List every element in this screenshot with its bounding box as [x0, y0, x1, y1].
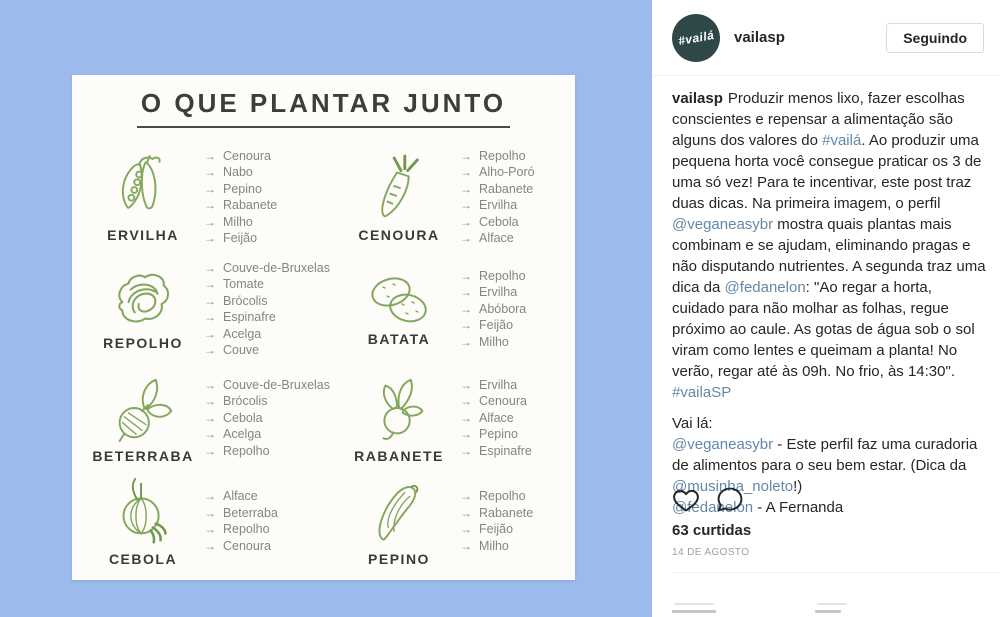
companion-item	[204, 393, 330, 410]
companion-item	[460, 230, 535, 247]
companion-item	[460, 538, 533, 555]
arrow-icon: →	[460, 410, 472, 425]
arrow-icon: →	[460, 443, 472, 458]
companion-item	[204, 214, 277, 231]
arrow-icon: →	[204, 293, 216, 308]
clipped-comment-artifact	[672, 610, 716, 613]
arrow-icon: →	[460, 165, 472, 179]
arrow-icon: →	[204, 538, 216, 553]
avatar[interactable]: #vailá	[672, 14, 720, 62]
plant-name: BETERRABA	[92, 448, 194, 464]
companion-item	[460, 410, 532, 427]
plant-section-cebola	[94, 474, 350, 568]
comment-bubble-icon[interactable]	[716, 486, 744, 514]
companion-item	[204, 443, 330, 460]
caption-text: mostra quais plantas mais combinam e se ajudam, eliminando pragas e não disputando nutrientes. A segunda traz uma dica da	[672, 216, 986, 296]
arrow-icon: →	[460, 181, 472, 196]
plant-grid	[72, 138, 575, 568]
companion-list	[460, 148, 535, 247]
post-detail-panel	[652, 0, 1000, 617]
companion-item	[204, 164, 277, 181]
companion-label: Rabanete	[479, 505, 534, 520]
plant-section-rabanete	[350, 362, 575, 474]
companion-item	[460, 268, 526, 285]
plant-illustration-block	[94, 267, 192, 351]
companion-item	[204, 148, 277, 165]
companion-label: Brócolis	[223, 293, 268, 308]
carrot-icon	[368, 151, 430, 225]
plant-illustration-block	[350, 271, 448, 347]
companion-label: Ervilha	[479, 377, 518, 392]
divider	[672, 572, 1000, 573]
companion-item	[460, 181, 535, 198]
arrow-icon: →	[460, 148, 472, 163]
companion-list	[204, 488, 278, 554]
companion-list	[460, 377, 532, 460]
arrow-icon: →	[460, 231, 472, 245]
companion-item	[460, 505, 533, 522]
arrow-icon: →	[204, 231, 216, 245]
caption-link[interactable]: #vailá	[822, 132, 862, 149]
companion-item	[460, 301, 526, 318]
companion-item	[204, 293, 330, 310]
companion-item	[460, 488, 533, 505]
arrow-icon: →	[460, 522, 472, 536]
companion-label: Ervilha	[479, 198, 518, 212]
arrow-icon: →	[204, 214, 216, 229]
companion-label: Feijão	[223, 231, 258, 245]
companion-item	[460, 317, 526, 334]
companion-item	[204, 230, 277, 247]
caption-link[interactable]: @musinha_noleto	[672, 478, 794, 495]
caption-link[interactable]: @veganeasybr	[672, 436, 774, 453]
caption-text: !)	[793, 478, 803, 495]
companion-item	[460, 443, 532, 460]
post-date: 14 DE AGOSTO	[672, 547, 750, 558]
following-button[interactable]: Seguindo	[886, 23, 984, 53]
arrow-icon: →	[204, 377, 216, 392]
companion-label: Alface	[223, 489, 258, 503]
plant-name: BATATA	[367, 331, 431, 347]
plant-section-repolho	[94, 256, 350, 362]
companion-item	[204, 505, 278, 522]
plant-section-ervilha	[94, 138, 350, 256]
companion-item	[460, 426, 532, 443]
plant-name: CENOURA	[358, 227, 440, 243]
clipped-comment-artifact	[817, 603, 847, 605]
plant-illustration-block	[350, 475, 448, 567]
infographic-title: O QUE PLANTAR JUNTO	[137, 88, 510, 128]
post-header	[652, 0, 1000, 76]
pea-icon	[112, 151, 174, 225]
username-link[interactable]: vailasp	[734, 29, 785, 46]
companion-label: Acelga	[223, 427, 262, 442]
companion-label: Pepino	[223, 181, 262, 196]
likes-count[interactable]: 63 curtidas	[672, 522, 752, 539]
companion-item	[460, 521, 533, 538]
plant-illustration-block	[94, 151, 192, 243]
infographic-card	[72, 75, 575, 580]
arrow-icon: →	[204, 522, 216, 536]
arrow-icon: →	[204, 427, 216, 442]
arrow-icon: →	[460, 489, 472, 503]
companion-label: Repolho	[479, 489, 526, 503]
companion-label: Repolho	[223, 522, 270, 536]
companion-item	[204, 488, 278, 505]
onion-icon	[111, 475, 175, 549]
companion-item	[460, 214, 535, 231]
cucumber-icon	[368, 475, 430, 549]
companion-label: Repolho	[479, 268, 526, 283]
plant-section-pepino	[350, 474, 575, 568]
companion-label: Nabo	[223, 165, 253, 179]
companion-label: Milho	[479, 334, 509, 349]
companion-item	[204, 197, 277, 214]
companion-item	[204, 426, 330, 443]
companion-label: Pepino	[479, 427, 518, 442]
companion-item	[204, 410, 330, 427]
arrow-icon: →	[460, 301, 472, 316]
plant-name: RABANETE	[354, 448, 444, 464]
companion-item	[460, 334, 526, 351]
companion-label: Feijão	[479, 522, 514, 536]
arrow-icon: →	[460, 538, 472, 553]
caption-link[interactable]: @fedanelon	[724, 279, 806, 296]
companion-item	[204, 342, 330, 359]
caption-text: - A Fernanda	[753, 499, 844, 516]
arrow-icon: →	[204, 148, 216, 163]
arrow-icon: →	[204, 410, 216, 425]
plant-illustration-block	[94, 475, 192, 567]
caption-text: Produzir menos lixo, fazer escolhas conscientes e repensar a alimentação são alguns dos valores do	[672, 90, 965, 149]
companion-label: Cenoura	[223, 148, 271, 163]
arrow-icon: →	[204, 505, 216, 520]
companion-list	[460, 268, 526, 351]
companion-label: Alface	[479, 410, 514, 425]
companion-item	[460, 284, 526, 301]
arrow-icon: →	[460, 285, 472, 300]
arrow-icon: →	[460, 394, 472, 409]
companion-item	[460, 393, 532, 410]
arrow-icon: →	[204, 343, 216, 357]
beet-icon	[110, 372, 176, 446]
companion-label: Rabanete	[479, 181, 534, 196]
caption-paragraph	[672, 88, 986, 403]
arrow-icon: →	[204, 165, 216, 179]
arrow-icon: →	[204, 443, 216, 458]
plant-name: REPOLHO	[103, 335, 183, 351]
caption	[652, 76, 1000, 516]
companion-label: Couve-de-Bruxelas	[223, 260, 330, 275]
caption-username[interactable]: vailasp	[672, 90, 723, 107]
companion-label: Feijão	[479, 318, 514, 333]
companion-label: Repolho	[223, 443, 270, 458]
arrow-icon: →	[204, 489, 216, 503]
arrow-icon: →	[204, 394, 216, 409]
plant-illustration-block	[350, 372, 448, 464]
companion-label: Espinafre	[223, 310, 276, 324]
arrow-icon: →	[460, 318, 472, 333]
companion-label: Espinafre	[479, 443, 532, 458]
caption-text: . Ao produzir uma pequena horta você consegue praticar os 3 de uma só vez! Para te incentivar, este post traz duas dicas. Na primeira imagem, o perfil	[672, 132, 982, 212]
companion-list	[204, 260, 330, 359]
arrow-icon: →	[204, 260, 216, 275]
potato-icon	[366, 271, 432, 329]
companion-label: Alho-Poró	[479, 165, 535, 179]
arrow-icon: →	[204, 181, 216, 196]
caption-cta-heading: Vai lá:	[672, 415, 713, 432]
companion-list	[204, 148, 277, 247]
companion-item	[204, 309, 330, 326]
plant-section-beterraba	[94, 362, 350, 474]
companion-item	[204, 538, 278, 555]
companion-label: Tomate	[223, 277, 264, 291]
companion-item	[460, 377, 532, 394]
arrow-icon: →	[460, 427, 472, 442]
arrow-icon: →	[460, 214, 472, 229]
clipped-comment-artifact	[674, 603, 714, 605]
companion-label: Repolho	[479, 148, 526, 163]
companion-item	[204, 181, 277, 198]
arrow-icon: →	[204, 310, 216, 324]
caption-link[interactable]: #vailaSP	[672, 384, 732, 401]
arrow-icon: →	[460, 198, 472, 212]
plant-name: CEBOLA	[108, 551, 178, 567]
companion-item	[460, 148, 535, 165]
companion-label: Cenoura	[479, 394, 527, 409]
companion-label: Couve	[223, 343, 260, 357]
companion-item	[204, 377, 330, 394]
companion-label: Brócolis	[223, 394, 268, 409]
radish-icon	[367, 372, 431, 446]
companion-list	[204, 377, 330, 460]
companion-item	[204, 521, 278, 538]
plant-section-cenoura	[350, 138, 575, 256]
companion-label: Rabanete	[223, 198, 278, 212]
companion-label: Cebola	[479, 214, 519, 229]
companion-label: Alface	[479, 231, 514, 245]
arrow-icon: →	[460, 505, 472, 520]
arrow-icon: →	[460, 268, 472, 283]
caption-link[interactable]: @veganeasybr	[672, 216, 774, 233]
clipped-comment-artifact	[815, 610, 841, 613]
arrow-icon: →	[204, 198, 216, 212]
cabbage-icon	[110, 267, 176, 333]
arrow-icon: →	[460, 334, 472, 349]
caption-text: - Este perfil faz uma curadoria de alimentos para o seu bem estar. (Dica da	[672, 436, 978, 474]
companion-label: Abóbora	[479, 301, 527, 316]
companion-item	[204, 326, 330, 343]
arrow-icon: →	[204, 326, 216, 341]
companion-item	[204, 276, 330, 293]
companion-label: Cebola	[223, 410, 263, 425]
companion-item	[460, 164, 535, 181]
caption-link[interactable]: @fedanelon	[672, 499, 754, 516]
companion-list	[460, 488, 533, 554]
companion-item	[204, 260, 330, 277]
companion-label: Beterraba	[223, 505, 278, 520]
plant-section-batata	[350, 256, 575, 362]
companion-item	[460, 197, 535, 214]
arrow-icon: →	[204, 277, 216, 291]
companion-label: Acelga	[223, 326, 262, 341]
companion-label: Ervilha	[479, 285, 518, 300]
companion-label: Milho	[223, 214, 253, 229]
arrow-icon: →	[460, 377, 472, 392]
like-heart-icon[interactable]	[672, 486, 700, 514]
companion-label: Cenoura	[223, 538, 271, 553]
plant-illustration-block	[94, 372, 192, 464]
plant-name: PEPINO	[368, 551, 430, 567]
plant-name: ERVILHA	[107, 227, 179, 243]
caption-text: : "Ao regar a horta, cuidado para não molhar as folhas, regue próximo ao caule. As gotas de água sob o sol viram como lentes e queimam a planta! No verão, regar até às 09h. No frio, às 14:30".	[672, 279, 975, 380]
plant-illustration-block	[350, 151, 448, 243]
companion-label: Couve-de-Bruxelas	[223, 377, 330, 392]
companion-label: Milho	[479, 538, 509, 553]
